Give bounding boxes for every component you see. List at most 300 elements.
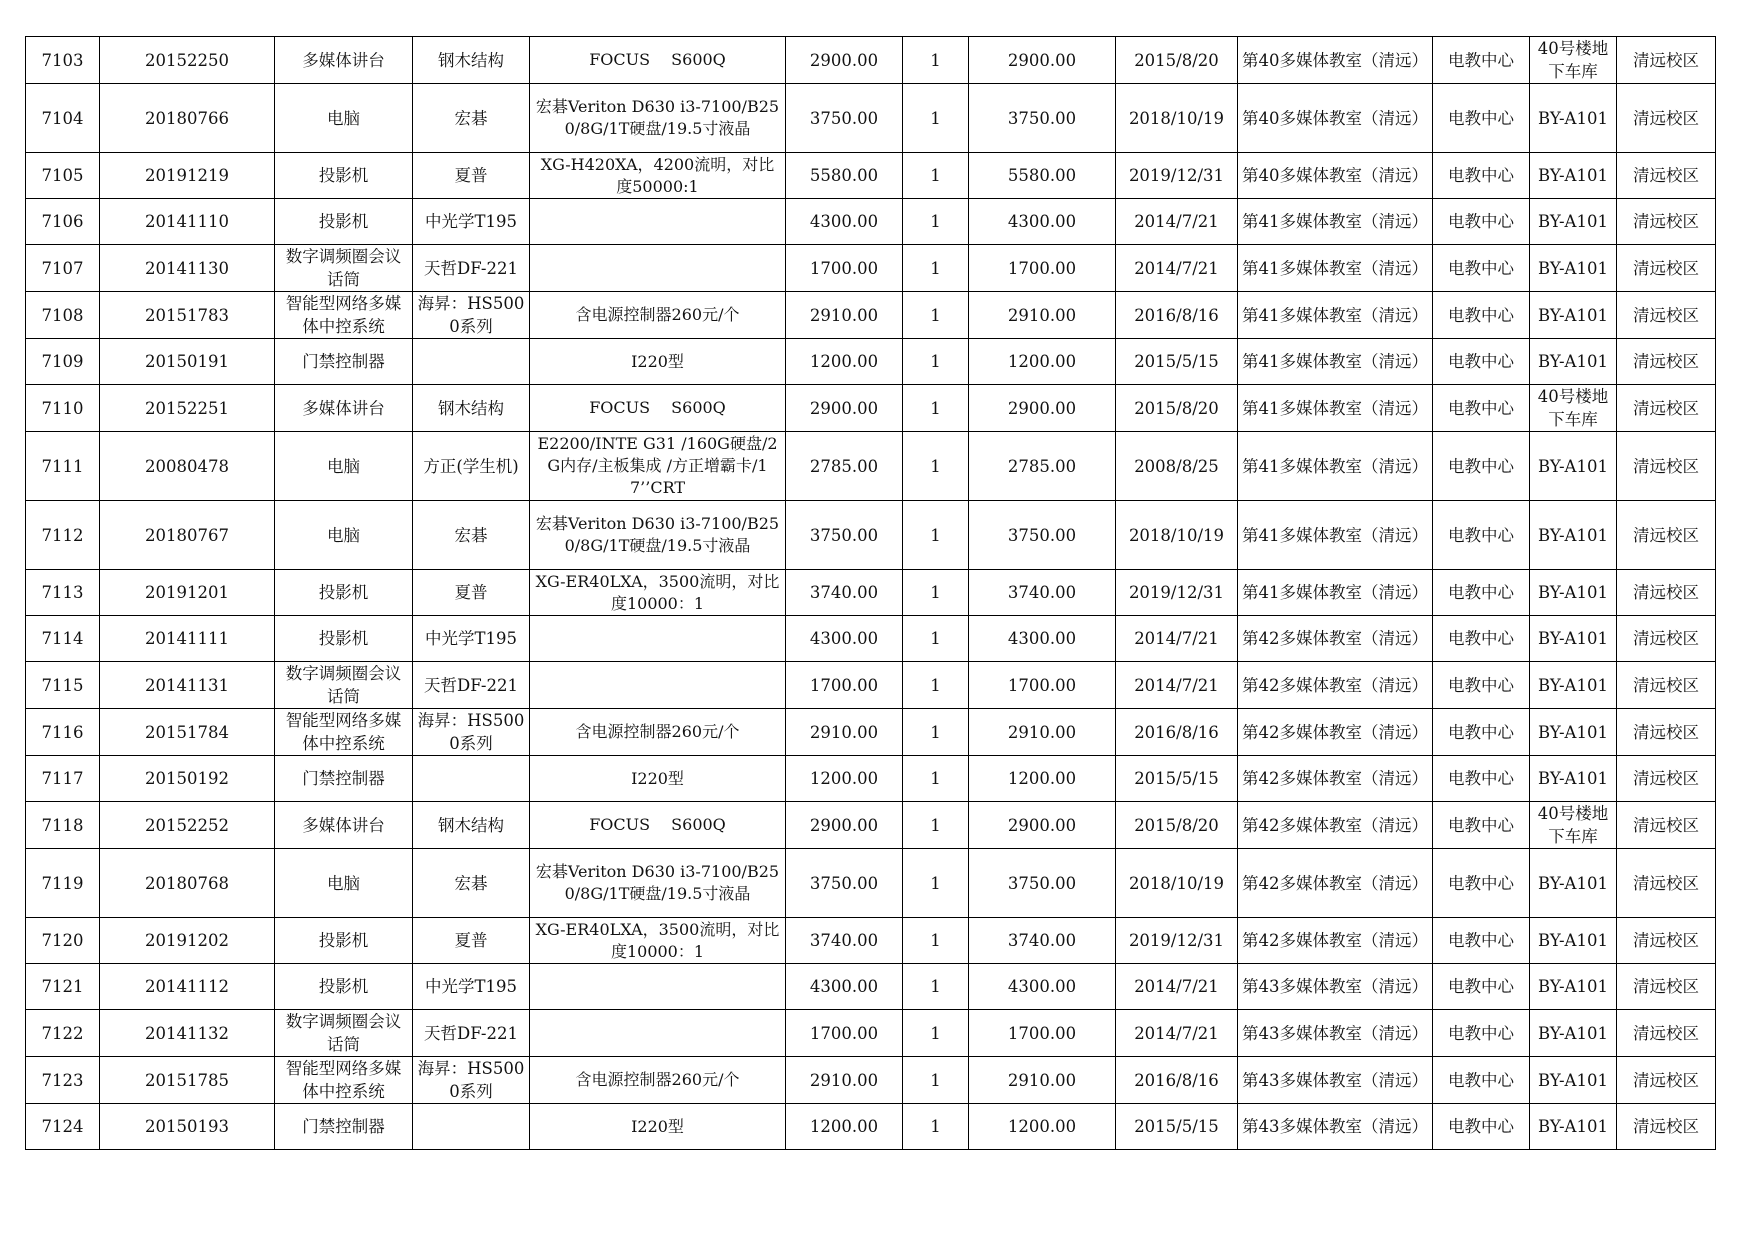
unit-price-cell: 3750.00 (786, 849, 903, 918)
department-cell: 电教中心 (1433, 1104, 1530, 1150)
asset-code-cell: 20141111 (100, 616, 275, 662)
quantity-cell: 1 (903, 1010, 969, 1057)
quantity-cell: 1 (903, 37, 969, 84)
unit-price-cell: 2785.00 (786, 432, 903, 501)
brand-cell: 钢木结构 (413, 802, 530, 849)
asset-code-cell: 20152252 (100, 802, 275, 849)
specification-cell (530, 199, 786, 245)
asset-name-cell: 投影机 (275, 964, 413, 1010)
location-cell: 第41多媒体教室（清远） (1238, 501, 1433, 570)
asset-code-cell: 20151785 (100, 1057, 275, 1104)
row-number-cell: 7110 (26, 385, 100, 432)
department-cell: 电教中心 (1433, 802, 1530, 849)
brand-cell: 钢木结构 (413, 37, 530, 84)
amount-cell: 1700.00 (969, 1010, 1116, 1057)
table-row (26, 709, 1716, 756)
amount-cell: 2900.00 (969, 37, 1116, 84)
asset-name-cell: 智能型网络多媒体中控系统 (275, 1057, 413, 1104)
amount-cell: 4300.00 (969, 199, 1116, 245)
location-cell: 第41多媒体教室（清远） (1238, 199, 1433, 245)
location-cell: 第40多媒体教室（清远） (1238, 37, 1433, 84)
quantity-cell: 1 (903, 1104, 969, 1150)
specification-cell: I220型 (530, 756, 786, 802)
room-cell: BY-A101 (1530, 918, 1617, 964)
quantity-cell: 1 (903, 385, 969, 432)
unit-price-cell: 2910.00 (786, 292, 903, 339)
quantity-cell: 1 (903, 339, 969, 385)
asset-name-cell: 投影机 (275, 570, 413, 616)
location-cell: 第42多媒体教室（清远） (1238, 616, 1433, 662)
row-number-cell: 7118 (26, 802, 100, 849)
quantity-cell: 1 (903, 662, 969, 709)
amount-cell: 3740.00 (969, 570, 1116, 616)
room-cell: 40号楼地下车库 (1530, 37, 1617, 84)
room-cell: BY-A101 (1530, 199, 1617, 245)
unit-price-cell: 3740.00 (786, 918, 903, 964)
purchase-date-cell: 2015/8/20 (1116, 385, 1238, 432)
table-row (26, 1104, 1716, 1150)
quantity-cell: 1 (903, 84, 969, 153)
asset-code-cell: 20180768 (100, 849, 275, 918)
asset-code-cell: 20152251 (100, 385, 275, 432)
campus-cell: 清远校区 (1617, 199, 1716, 245)
asset-name-cell: 投影机 (275, 616, 413, 662)
location-cell: 第43多媒体教室（清远） (1238, 1104, 1433, 1150)
table-row (26, 292, 1716, 339)
unit-price-cell: 3750.00 (786, 501, 903, 570)
amount-cell: 2910.00 (969, 292, 1116, 339)
row-number-cell: 7106 (26, 199, 100, 245)
specification-cell (530, 964, 786, 1010)
department-cell: 电教中心 (1433, 153, 1530, 199)
asset-code-cell: 20141132 (100, 1010, 275, 1057)
table-row (26, 339, 1716, 385)
table-row (26, 802, 1716, 849)
purchase-date-cell: 2014/7/21 (1116, 1010, 1238, 1057)
room-cell: BY-A101 (1530, 849, 1617, 918)
location-cell: 第40多媒体教室（清远） (1238, 84, 1433, 153)
unit-price-cell: 4300.00 (786, 964, 903, 1010)
specification-cell: XG-ER40LXA，3500流明，对比度10000：1 (530, 570, 786, 616)
specification-cell: E2200/INTE G31 /160G硬盘/2G内存/主板集成 /方正增霸卡/17’’CRT (530, 432, 786, 501)
campus-cell: 清远校区 (1617, 245, 1716, 292)
amount-cell: 2910.00 (969, 709, 1116, 756)
table-row (26, 199, 1716, 245)
table-row (26, 849, 1716, 918)
brand-cell: 中光学T195 (413, 616, 530, 662)
row-number-cell: 7109 (26, 339, 100, 385)
location-cell: 第41多媒体教室（清远） (1238, 245, 1433, 292)
table-row (26, 84, 1716, 153)
row-number-cell: 7121 (26, 964, 100, 1010)
campus-cell: 清远校区 (1617, 918, 1716, 964)
purchase-date-cell: 2014/7/21 (1116, 662, 1238, 709)
amount-cell: 1700.00 (969, 662, 1116, 709)
location-cell: 第42多媒体教室（清远） (1238, 849, 1433, 918)
quantity-cell: 1 (903, 964, 969, 1010)
row-number-cell: 7119 (26, 849, 100, 918)
campus-cell: 清远校区 (1617, 662, 1716, 709)
amount-cell: 2910.00 (969, 1057, 1116, 1104)
specification-cell: XG-ER40LXA，3500流明，对比度10000：1 (530, 918, 786, 964)
row-number-cell: 7105 (26, 153, 100, 199)
brand-cell (413, 339, 530, 385)
campus-cell: 清远校区 (1617, 501, 1716, 570)
asset-name-cell: 投影机 (275, 153, 413, 199)
quantity-cell: 1 (903, 1057, 969, 1104)
campus-cell: 清远校区 (1617, 849, 1716, 918)
room-cell: BY-A101 (1530, 339, 1617, 385)
unit-price-cell: 3750.00 (786, 84, 903, 153)
asset-name-cell: 电脑 (275, 501, 413, 570)
specification-cell: I220型 (530, 1104, 786, 1150)
brand-cell: 夏普 (413, 918, 530, 964)
asset-name-cell: 多媒体讲台 (275, 385, 413, 432)
department-cell: 电教中心 (1433, 292, 1530, 339)
row-number-cell: 7122 (26, 1010, 100, 1057)
purchase-date-cell: 2019/12/31 (1116, 570, 1238, 616)
purchase-date-cell: 2015/5/15 (1116, 339, 1238, 385)
table-row (26, 1057, 1716, 1104)
quantity-cell: 1 (903, 802, 969, 849)
department-cell: 电教中心 (1433, 432, 1530, 501)
department-cell: 电教中心 (1433, 245, 1530, 292)
amount-cell: 3750.00 (969, 84, 1116, 153)
asset-name-cell: 智能型网络多媒体中控系统 (275, 709, 413, 756)
brand-cell: 宏碁 (413, 501, 530, 570)
brand-cell: 夏普 (413, 153, 530, 199)
purchase-date-cell: 2008/8/25 (1116, 432, 1238, 501)
row-number-cell: 7103 (26, 37, 100, 84)
specification-cell (530, 1010, 786, 1057)
amount-cell: 4300.00 (969, 616, 1116, 662)
asset-name-cell: 投影机 (275, 199, 413, 245)
campus-cell: 清远校区 (1617, 153, 1716, 199)
table-row (26, 570, 1716, 616)
table-row (26, 245, 1716, 292)
amount-cell: 1200.00 (969, 756, 1116, 802)
row-number-cell: 7113 (26, 570, 100, 616)
department-cell: 电教中心 (1433, 616, 1530, 662)
room-cell: BY-A101 (1530, 84, 1617, 153)
unit-price-cell: 1700.00 (786, 245, 903, 292)
room-cell: BY-A101 (1530, 709, 1617, 756)
location-cell: 第41多媒体教室（清远） (1238, 432, 1433, 501)
brand-cell: 中光学T195 (413, 964, 530, 1010)
location-cell: 第42多媒体教室（清远） (1238, 662, 1433, 709)
asset-name-cell: 数字调频圈会议话筒 (275, 1010, 413, 1057)
room-cell: BY-A101 (1530, 501, 1617, 570)
asset-code-cell: 20150192 (100, 756, 275, 802)
room-cell: BY-A101 (1530, 570, 1617, 616)
unit-price-cell: 2900.00 (786, 385, 903, 432)
amount-cell: 1200.00 (969, 339, 1116, 385)
purchase-date-cell: 2014/7/21 (1116, 245, 1238, 292)
room-cell: 40号楼地下车库 (1530, 802, 1617, 849)
brand-cell: 钢木结构 (413, 385, 530, 432)
amount-cell: 3750.00 (969, 501, 1116, 570)
table-row (26, 756, 1716, 802)
room-cell: BY-A101 (1530, 153, 1617, 199)
table-row (26, 432, 1716, 501)
table-row (26, 501, 1716, 570)
unit-price-cell: 3740.00 (786, 570, 903, 616)
asset-code-cell: 20191219 (100, 153, 275, 199)
room-cell: BY-A101 (1530, 1057, 1617, 1104)
quantity-cell: 1 (903, 616, 969, 662)
purchase-date-cell: 2016/8/16 (1116, 292, 1238, 339)
table-row (26, 1010, 1716, 1057)
campus-cell: 清远校区 (1617, 1057, 1716, 1104)
location-cell: 第42多媒体教室（清远） (1238, 756, 1433, 802)
quantity-cell: 1 (903, 153, 969, 199)
campus-cell: 清远校区 (1617, 292, 1716, 339)
department-cell: 电教中心 (1433, 570, 1530, 616)
row-number-cell: 7112 (26, 501, 100, 570)
amount-cell: 2785.00 (969, 432, 1116, 501)
campus-cell: 清远校区 (1617, 802, 1716, 849)
purchase-date-cell: 2016/8/16 (1116, 1057, 1238, 1104)
brand-cell: 宏碁 (413, 849, 530, 918)
unit-price-cell: 2910.00 (786, 709, 903, 756)
brand-cell: 宏碁 (413, 84, 530, 153)
room-cell: BY-A101 (1530, 662, 1617, 709)
department-cell: 电教中心 (1433, 849, 1530, 918)
department-cell: 电教中心 (1433, 199, 1530, 245)
table-row (26, 662, 1716, 709)
department-cell: 电教中心 (1433, 1010, 1530, 1057)
campus-cell: 清远校区 (1617, 385, 1716, 432)
specification-cell: FOCUS S600Q (530, 802, 786, 849)
asset-name-cell: 门禁控制器 (275, 339, 413, 385)
specification-cell: 含电源控制器260元/个 (530, 709, 786, 756)
asset-name-cell: 多媒体讲台 (275, 37, 413, 84)
campus-cell: 清远校区 (1617, 1010, 1716, 1057)
purchase-date-cell: 2014/7/21 (1116, 964, 1238, 1010)
asset-code-cell: 20141130 (100, 245, 275, 292)
amount-cell: 2900.00 (969, 802, 1116, 849)
asset-code-cell: 20141110 (100, 199, 275, 245)
purchase-date-cell: 2019/12/31 (1116, 153, 1238, 199)
location-cell: 第42多媒体教室（清远） (1238, 918, 1433, 964)
brand-cell: 方正(学生机) (413, 432, 530, 501)
asset-code-cell: 20151783 (100, 292, 275, 339)
row-number-cell: 7108 (26, 292, 100, 339)
purchase-date-cell: 2014/7/21 (1116, 199, 1238, 245)
row-number-cell: 7114 (26, 616, 100, 662)
department-cell: 电教中心 (1433, 385, 1530, 432)
unit-price-cell: 1200.00 (786, 1104, 903, 1150)
department-cell: 电教中心 (1433, 918, 1530, 964)
purchase-date-cell: 2015/5/15 (1116, 1104, 1238, 1150)
table-row (26, 918, 1716, 964)
campus-cell: 清远校区 (1617, 756, 1716, 802)
unit-price-cell: 2900.00 (786, 802, 903, 849)
asset-code-cell: 20141112 (100, 964, 275, 1010)
asset-name-cell: 投影机 (275, 918, 413, 964)
unit-price-cell: 4300.00 (786, 199, 903, 245)
asset-name-cell: 智能型网络多媒体中控系统 (275, 292, 413, 339)
location-cell: 第41多媒体教室（清远） (1238, 385, 1433, 432)
asset-name-cell: 数字调频圈会议话筒 (275, 662, 413, 709)
specification-cell: 含电源控制器260元/个 (530, 292, 786, 339)
location-cell: 第40多媒体教室（清远） (1238, 153, 1433, 199)
location-cell: 第43多媒体教室（清远） (1238, 964, 1433, 1010)
room-cell: BY-A101 (1530, 1010, 1617, 1057)
campus-cell: 清远校区 (1617, 339, 1716, 385)
asset-name-cell: 多媒体讲台 (275, 802, 413, 849)
room-cell: BY-A101 (1530, 964, 1617, 1010)
unit-price-cell: 1200.00 (786, 756, 903, 802)
purchase-date-cell: 2019/12/31 (1116, 918, 1238, 964)
department-cell: 电教中心 (1433, 709, 1530, 756)
quantity-cell: 1 (903, 709, 969, 756)
unit-price-cell: 2910.00 (786, 1057, 903, 1104)
room-cell: BY-A101 (1530, 292, 1617, 339)
department-cell: 电教中心 (1433, 662, 1530, 709)
location-cell: 第41多媒体教室（清远） (1238, 570, 1433, 616)
quantity-cell: 1 (903, 501, 969, 570)
quantity-cell: 1 (903, 849, 969, 918)
campus-cell: 清远校区 (1617, 37, 1716, 84)
specification-cell: FOCUS S600Q (530, 385, 786, 432)
asset-name-cell: 电脑 (275, 432, 413, 501)
room-cell: 40号楼地下车库 (1530, 385, 1617, 432)
brand-cell: 天哲DF-221 (413, 245, 530, 292)
row-number-cell: 7104 (26, 84, 100, 153)
specification-cell: 宏碁Veriton D630 i3-7100/B250/8G/1T硬盘/19.5寸液晶 (530, 501, 786, 570)
location-cell: 第43多媒体教室（清远） (1238, 1010, 1433, 1057)
purchase-date-cell: 2018/10/19 (1116, 501, 1238, 570)
unit-price-cell: 5580.00 (786, 153, 903, 199)
specification-cell: 宏碁Veriton D630 i3-7100/B250/8G/1T硬盘/19.5寸液晶 (530, 849, 786, 918)
asset-code-cell: 20151784 (100, 709, 275, 756)
amount-cell: 2900.00 (969, 385, 1116, 432)
campus-cell: 清远校区 (1617, 570, 1716, 616)
table-row (26, 616, 1716, 662)
quantity-cell: 1 (903, 570, 969, 616)
asset-code-cell: 20141131 (100, 662, 275, 709)
asset-code-cell: 20150191 (100, 339, 275, 385)
specification-cell: 含电源控制器260元/个 (530, 1057, 786, 1104)
department-cell: 电教中心 (1433, 1057, 1530, 1104)
brand-cell: 海昇：HS5000系列 (413, 709, 530, 756)
quantity-cell: 1 (903, 432, 969, 501)
asset-code-cell: 20150193 (100, 1104, 275, 1150)
campus-cell: 清远校区 (1617, 709, 1716, 756)
row-number-cell: 7120 (26, 918, 100, 964)
campus-cell: 清远校区 (1617, 84, 1716, 153)
amount-cell: 1700.00 (969, 245, 1116, 292)
asset-name-cell: 电脑 (275, 849, 413, 918)
location-cell: 第42多媒体教室（清远） (1238, 802, 1433, 849)
specification-cell: FOCUS S600Q (530, 37, 786, 84)
quantity-cell: 1 (903, 756, 969, 802)
asset-name-cell: 门禁控制器 (275, 756, 413, 802)
purchase-date-cell: 2018/10/19 (1116, 849, 1238, 918)
location-cell: 第42多媒体教室（清远） (1238, 709, 1433, 756)
quantity-cell: 1 (903, 245, 969, 292)
room-cell: BY-A101 (1530, 245, 1617, 292)
brand-cell: 天哲DF-221 (413, 1010, 530, 1057)
purchase-date-cell: 2018/10/19 (1116, 84, 1238, 153)
department-cell: 电教中心 (1433, 339, 1530, 385)
specification-cell (530, 245, 786, 292)
specification-cell: 宏碁Veriton D630 i3-7100/B250/8G/1T硬盘/19.5寸液晶 (530, 84, 786, 153)
row-number-cell: 7123 (26, 1057, 100, 1104)
asset-name-cell: 电脑 (275, 84, 413, 153)
asset-table (25, 36, 1716, 1150)
asset-code-cell: 20180767 (100, 501, 275, 570)
asset-code-cell: 20180766 (100, 84, 275, 153)
specification-cell: XG-H420XA，4200流明，对比度50000:1 (530, 153, 786, 199)
unit-price-cell: 1700.00 (786, 1010, 903, 1057)
department-cell: 电教中心 (1433, 37, 1530, 84)
row-number-cell: 7117 (26, 756, 100, 802)
asset-name-cell: 门禁控制器 (275, 1104, 413, 1150)
location-cell: 第43多媒体教室（清远） (1238, 1057, 1433, 1104)
campus-cell: 清远校区 (1617, 1104, 1716, 1150)
table-row (26, 153, 1716, 199)
room-cell: BY-A101 (1530, 1104, 1617, 1150)
table-row (26, 964, 1716, 1010)
unit-price-cell: 1700.00 (786, 662, 903, 709)
brand-cell (413, 1104, 530, 1150)
room-cell: BY-A101 (1530, 432, 1617, 501)
row-number-cell: 7124 (26, 1104, 100, 1150)
campus-cell: 清远校区 (1617, 616, 1716, 662)
unit-price-cell: 4300.00 (786, 616, 903, 662)
amount-cell: 5580.00 (969, 153, 1116, 199)
row-number-cell: 7111 (26, 432, 100, 501)
campus-cell: 清远校区 (1617, 432, 1716, 501)
department-cell: 电教中心 (1433, 84, 1530, 153)
table-row (26, 385, 1716, 432)
room-cell: BY-A101 (1530, 616, 1617, 662)
amount-cell: 3740.00 (969, 918, 1116, 964)
room-cell: BY-A101 (1530, 756, 1617, 802)
amount-cell: 3750.00 (969, 849, 1116, 918)
unit-price-cell: 1200.00 (786, 339, 903, 385)
department-cell: 电教中心 (1433, 501, 1530, 570)
asset-code-cell: 20152250 (100, 37, 275, 84)
row-number-cell: 7116 (26, 709, 100, 756)
location-cell: 第41多媒体教室（清远） (1238, 292, 1433, 339)
quantity-cell: 1 (903, 199, 969, 245)
table-row (26, 37, 1716, 84)
asset-name-cell: 数字调频圈会议话筒 (275, 245, 413, 292)
purchase-date-cell: 2015/8/20 (1116, 802, 1238, 849)
amount-cell: 4300.00 (969, 964, 1116, 1010)
specification-cell: I220型 (530, 339, 786, 385)
amount-cell: 1200.00 (969, 1104, 1116, 1150)
specification-cell (530, 616, 786, 662)
asset-code-cell: 20191202 (100, 918, 275, 964)
row-number-cell: 7107 (26, 245, 100, 292)
row-number-cell: 7115 (26, 662, 100, 709)
campus-cell: 清远校区 (1617, 964, 1716, 1010)
asset-code-cell: 20191201 (100, 570, 275, 616)
department-cell: 电教中心 (1433, 964, 1530, 1010)
unit-price-cell: 2900.00 (786, 37, 903, 84)
purchase-date-cell: 2014/7/21 (1116, 616, 1238, 662)
purchase-date-cell: 2016/8/16 (1116, 709, 1238, 756)
quantity-cell: 1 (903, 292, 969, 339)
brand-cell (413, 756, 530, 802)
department-cell: 电教中心 (1433, 756, 1530, 802)
location-cell: 第41多媒体教室（清远） (1238, 339, 1433, 385)
quantity-cell: 1 (903, 918, 969, 964)
